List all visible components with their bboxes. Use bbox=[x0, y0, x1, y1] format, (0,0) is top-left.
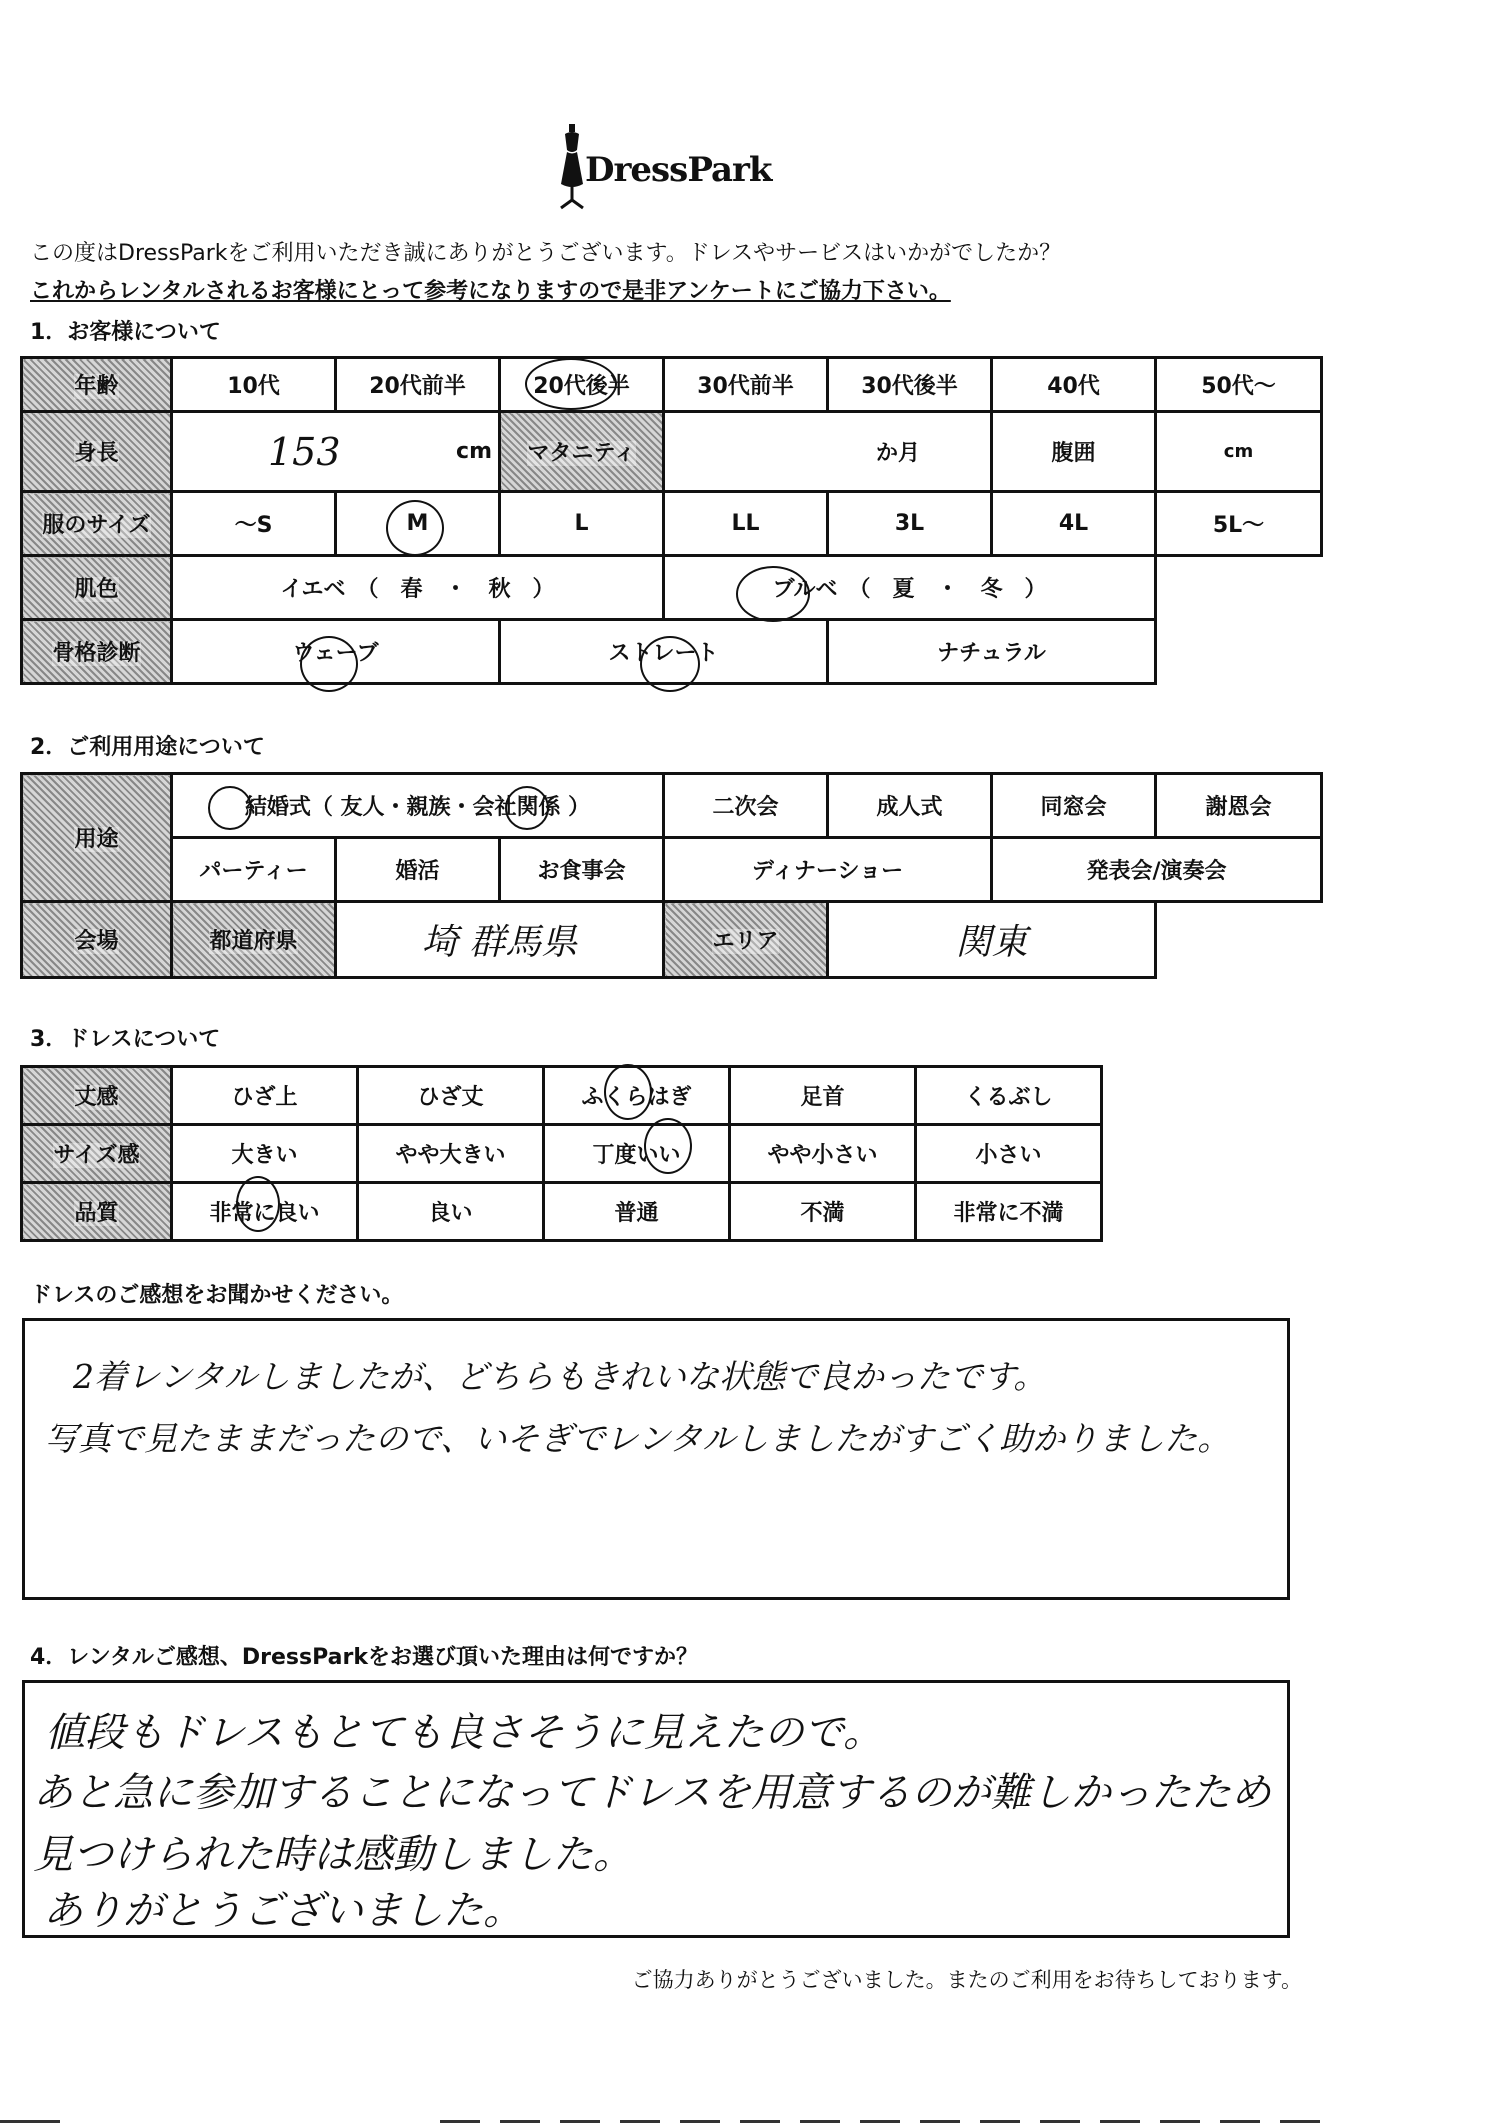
fit-option-selected[interactable]: 丁度いい bbox=[544, 1125, 730, 1183]
age-option[interactable]: 20代前半 bbox=[336, 358, 500, 412]
size-option[interactable]: 4L bbox=[992, 492, 1156, 556]
empty-cell bbox=[1156, 620, 1322, 684]
size-option-selected[interactable]: M bbox=[336, 492, 500, 556]
dresspark-logo bbox=[555, 122, 795, 212]
quality-option-selected[interactable]: 非常に良い bbox=[172, 1183, 358, 1241]
purpose-option[interactable]: パーティー bbox=[172, 838, 336, 902]
size-option[interactable]: LL bbox=[664, 492, 828, 556]
purpose-option[interactable]: 発表会/演奏会 bbox=[992, 838, 1322, 902]
height-value: 153 bbox=[268, 429, 341, 474]
fit-option[interactable]: やや小さい bbox=[730, 1125, 916, 1183]
purpose-option[interactable]: 二次会 bbox=[664, 774, 828, 838]
bone-option-straight-selected[interactable]: ストレート bbox=[500, 620, 828, 684]
maternity-field[interactable]: か月 bbox=[664, 412, 992, 492]
bone-label: 骨格診断 bbox=[22, 620, 172, 684]
age-option[interactable]: 10代 bbox=[172, 358, 336, 412]
maternity-label: マタニティ bbox=[500, 412, 664, 492]
brand-name: DressPark bbox=[585, 150, 772, 190]
purpose-label: 用途 bbox=[22, 774, 172, 902]
dress-table bbox=[20, 1065, 1103, 1242]
size-label: 服のサイズ bbox=[22, 492, 172, 556]
section3-title: 3．ドレスについて bbox=[30, 1027, 221, 1052]
purpose-option[interactable]: 謝恩会 bbox=[1156, 774, 1322, 838]
purpose-option[interactable]: 同窓会 bbox=[992, 774, 1156, 838]
prefecture-field[interactable] bbox=[336, 902, 664, 978]
age-option[interactable]: 30代前半 bbox=[664, 358, 828, 412]
skin-option-yellow[interactable]: イエベ （ 春 ・ 秋 ） bbox=[172, 556, 664, 620]
age-option[interactable]: 30代後半 bbox=[828, 358, 992, 412]
area-label: エリア bbox=[664, 902, 828, 978]
length-option[interactable]: ひざ上 bbox=[172, 1067, 358, 1125]
skin-option-blue-selected[interactable]: ブルベ （ 夏 ・ 冬 ） bbox=[664, 556, 1156, 620]
purpose-wedding-selected[interactable]: 結婚式（ 友人・親族・会社関係 ） bbox=[172, 774, 664, 838]
footer-thanks: ご協力ありがとうございました。またのご利用をお待ちしております。 bbox=[631, 1968, 1302, 1992]
reason-line: 見つけられた時は感動しました。 bbox=[33, 1832, 633, 1878]
fit-option[interactable]: 大きい bbox=[172, 1125, 358, 1183]
intro-text: この度はDressParkをご利用いただき誠にありがとうございます。ドレスやサービスはいかがでしたか？ bbox=[30, 241, 1062, 266]
reason-line: 値段もドレスもとても良さそうに見えたので。 bbox=[45, 1710, 883, 1756]
quality-option[interactable]: 不満 bbox=[730, 1183, 916, 1241]
venue-label: 会場 bbox=[22, 902, 172, 978]
length-option-selected[interactable]: ふくらはぎ bbox=[544, 1067, 730, 1125]
prefecture-value: 埼 群馬県 bbox=[421, 922, 578, 963]
usage-table bbox=[20, 772, 1323, 979]
height-label: 身長 bbox=[22, 412, 172, 492]
quality-option[interactable]: 普通 bbox=[544, 1183, 730, 1241]
waist-label: 腹囲 bbox=[992, 412, 1156, 492]
skin-label: 肌色 bbox=[22, 556, 172, 620]
length-option[interactable]: ひざ丈 bbox=[358, 1067, 544, 1125]
customer-table bbox=[20, 356, 1323, 685]
fit-option[interactable]: 小さい bbox=[916, 1125, 1102, 1183]
purpose-option[interactable]: お食事会 bbox=[500, 838, 664, 902]
area-value: 関東 bbox=[955, 922, 1028, 963]
purpose-option[interactable]: ディナーショー bbox=[664, 838, 992, 902]
impression-line: 2着レンタルしましたが、どちらもきれいな状態で良かったです。 bbox=[73, 1357, 1047, 1396]
scan-edge bbox=[440, 2120, 1320, 2123]
area-field[interactable] bbox=[828, 902, 1156, 978]
empty-cell bbox=[1156, 556, 1322, 620]
section1-title: 1．お客様について bbox=[30, 320, 221, 345]
age-option-selected[interactable]: 20代後半 bbox=[500, 358, 664, 412]
empty-cell bbox=[1156, 902, 1322, 978]
dress-form-icon bbox=[555, 122, 589, 212]
size-option[interactable]: 3L bbox=[828, 492, 992, 556]
impression-box[interactable] bbox=[22, 1318, 1290, 1600]
quality-option[interactable]: 非常に不満 bbox=[916, 1183, 1102, 1241]
bone-option-natural[interactable]: ナチュラル bbox=[828, 620, 1156, 684]
fit-option[interactable]: やや大きい bbox=[358, 1125, 544, 1183]
prefecture-label: 都道府県 bbox=[172, 902, 336, 978]
height-field[interactable] bbox=[172, 412, 500, 492]
intro-request: これからレンタルされるお客様にとって参考になりますので是非アンケートにご協力下さい。 bbox=[30, 279, 951, 304]
size-option[interactable]: 5L～ bbox=[1156, 492, 1322, 556]
purpose-option[interactable]: 婚活 bbox=[336, 838, 500, 902]
size-option[interactable]: L bbox=[500, 492, 664, 556]
length-option[interactable]: くるぶし bbox=[916, 1067, 1102, 1125]
section4-title: 4．レンタルご感想、DressParkをお選び頂いた理由は何ですか？ bbox=[30, 1645, 698, 1670]
height-unit: cm bbox=[456, 439, 492, 464]
impression-prompt: ドレスのご感想をお聞かせください。 bbox=[30, 1283, 404, 1308]
section2-title: 2．ご利用用途について bbox=[30, 735, 265, 760]
quality-label: 品質 bbox=[22, 1183, 172, 1241]
quality-option[interactable]: 良い bbox=[358, 1183, 544, 1241]
age-label: 年齢 bbox=[22, 358, 172, 412]
age-option[interactable]: 40代 bbox=[992, 358, 1156, 412]
scan-edge bbox=[0, 2120, 60, 2123]
length-option[interactable]: 足首 bbox=[730, 1067, 916, 1125]
length-label: 丈感 bbox=[22, 1067, 172, 1125]
purpose-option[interactable]: 成人式 bbox=[828, 774, 992, 838]
waist-field[interactable]: cm bbox=[1156, 412, 1322, 492]
impression-line: 写真で見たままだったので、いそぎでレンタルしましたがすごく助かりました。 bbox=[45, 1419, 1231, 1458]
age-option[interactable]: 50代～ bbox=[1156, 358, 1322, 412]
reason-line: あと急に参加することになってドレスを用意するのが難しかったため bbox=[33, 1770, 1271, 1816]
size-option[interactable]: ～S bbox=[172, 492, 336, 556]
reason-box[interactable] bbox=[22, 1680, 1290, 1938]
reason-line: ありがとうございました。 bbox=[43, 1888, 523, 1934]
bone-option-wave-selected[interactable]: ウェーブ bbox=[172, 620, 500, 684]
fit-label: サイズ感 bbox=[22, 1125, 172, 1183]
